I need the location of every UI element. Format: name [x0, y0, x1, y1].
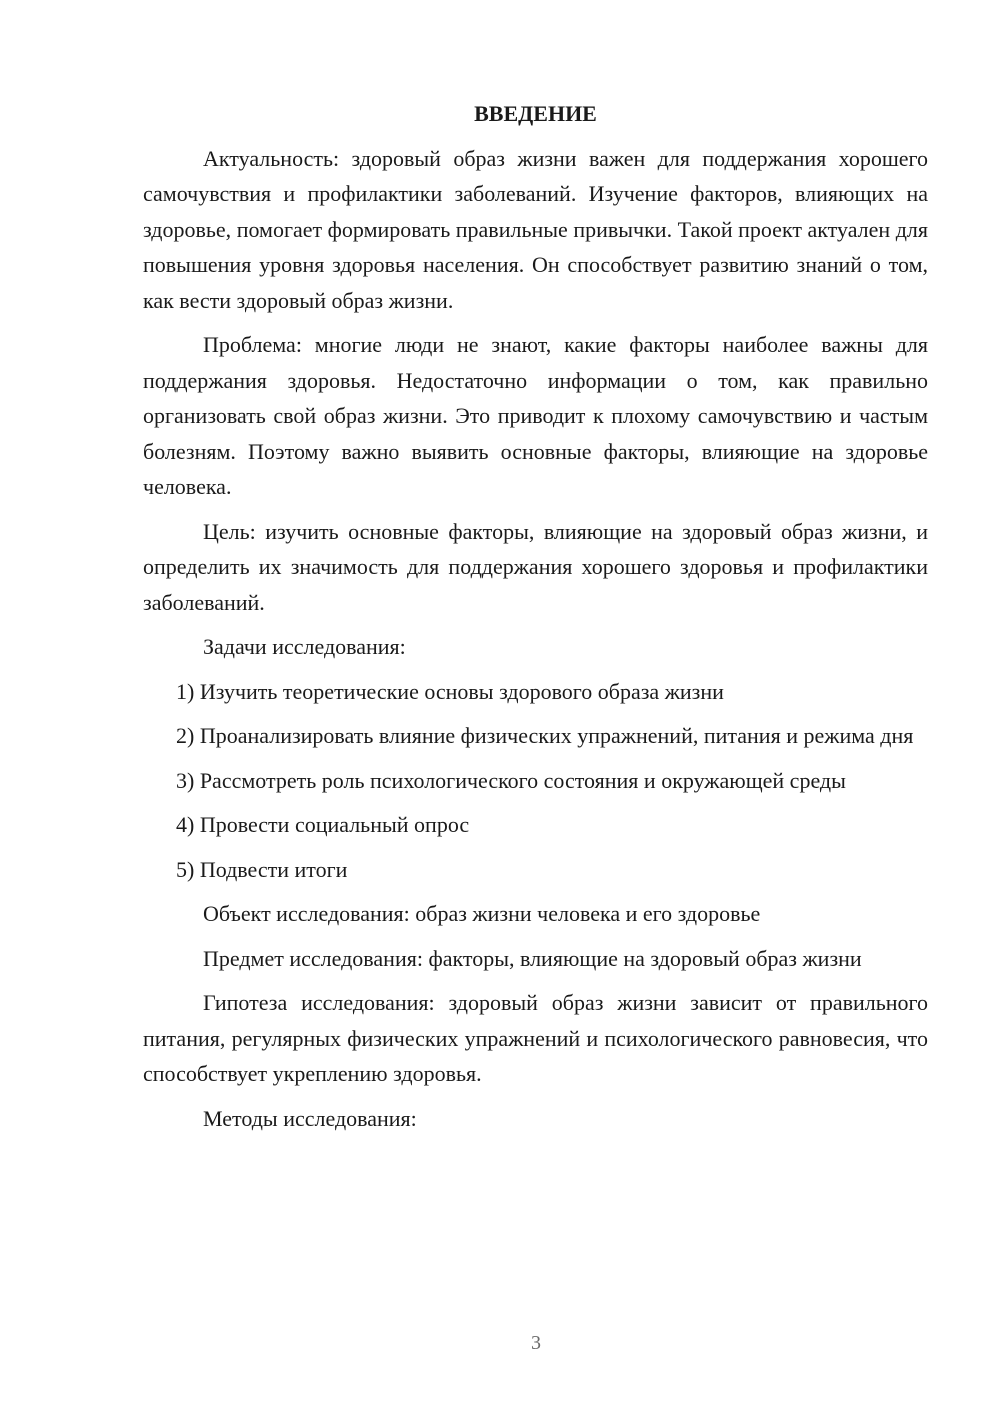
page-number: 3 — [531, 1332, 541, 1354]
paragraph-problem: Проблема: многие люди не знают, какие факторы наиболее важны для поддержания здоровья. Недостаточно информации о том, как правильно организовать свой образ жизни. Это приводит к плохому самочувствию и частым болезням. Поэтому важно выявить основные факторы, влияющие на здоровье человека. — [143, 332, 928, 499]
list-item: 4) Провести социальный опрос — [176, 812, 470, 837]
page-content — [143, 96, 928, 1145]
tasks-heading: Задачи исследования: — [203, 634, 406, 659]
paragraph-goal: Цель: изучить основные факторы, влияющие на здоровый образ жизни, и определить их значимость для поддержания хорошего здоровья и профилактики заболеваний. — [143, 518, 928, 615]
paragraph-relevance: Актуальность: здоровый образ жизни важен для поддержания хорошего самочувствия и профилактики заболеваний. Изучение факторов, влияющих на здоровье, помогает формировать правильные привычки. Такой проект актуален для повышения уровня здоровья населения. Он способствует развитию знаний о том, как вести здоровый образ жизни. — [143, 145, 928, 313]
list-item: 2) Проанализировать влияние физических упражнений, питания и режима дня — [176, 723, 914, 748]
paragraph-object: Объект исследования: образ жизни человека и его здоровье — [203, 901, 761, 926]
paragraph-subject: Предмет исследования: факторы, влияющие на здоровый образ жизни — [203, 945, 862, 971]
page-title: ВВЕДЕНИЕ — [474, 101, 597, 126]
list-item: 5) Подвести итоги — [176, 856, 348, 882]
paragraph-hypothesis: Гипотеза исследования: здоровый образ жизни зависит от правильного питания, регулярных физических упражнений и психологического равновесия, что способствует укреплению здоровья. — [143, 990, 928, 1086]
list-item: 1) Изучить теоретические основы здорового образа жизни — [176, 678, 724, 704]
paragraph-methods: Методы исследования: — [203, 1105, 417, 1131]
list-item: 3) Рассмотреть роль психологического состояния и окружающей среды — [176, 767, 846, 793]
tasks-list — [143, 674, 928, 888]
